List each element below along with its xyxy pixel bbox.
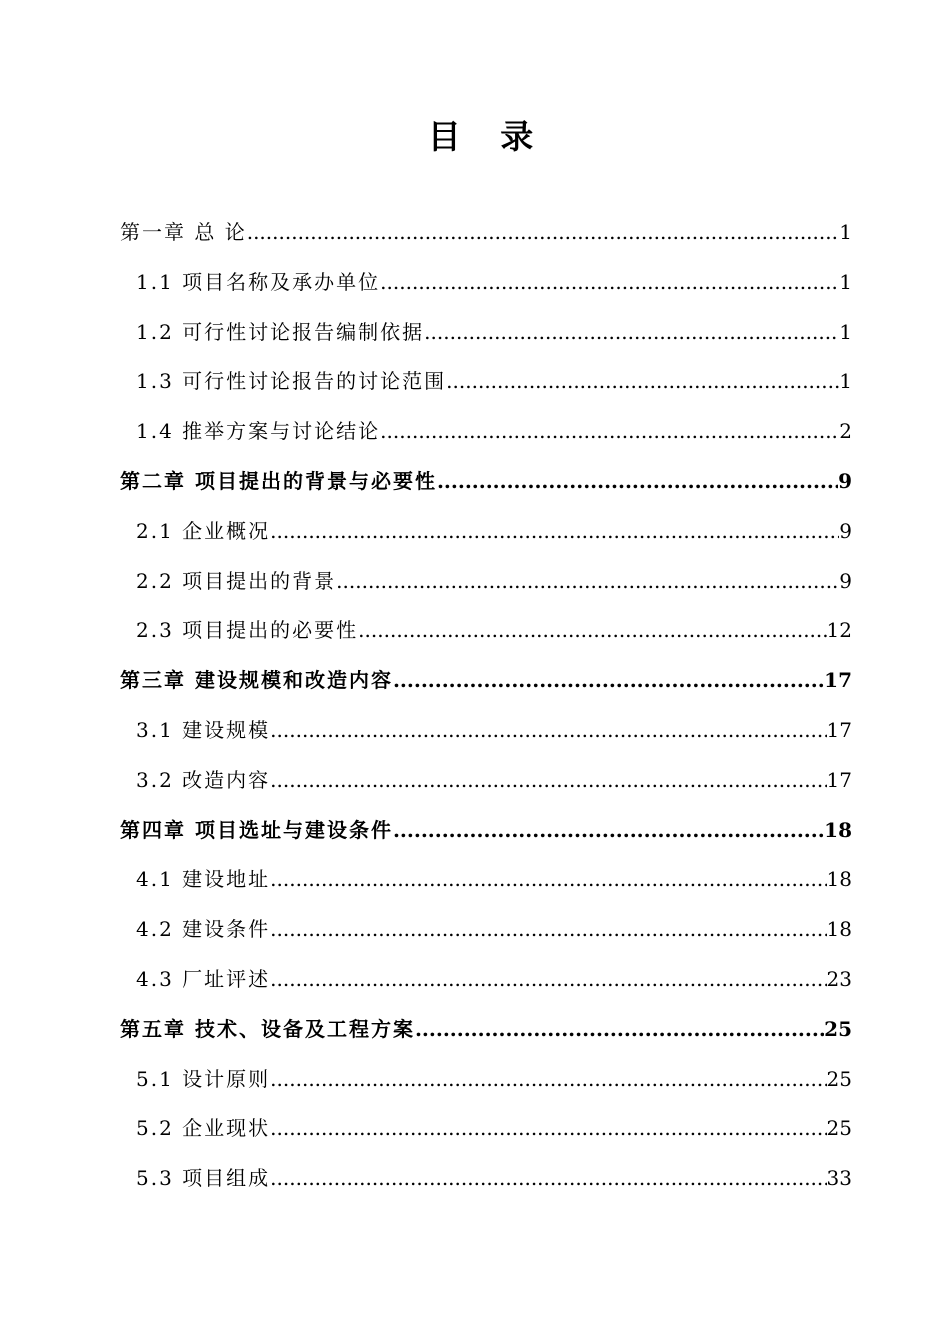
toc-dot-leader [437,461,838,501]
toc-section-entry[interactable] [136,710,852,750]
toc-entry-label: 4.2 建设条件 [136,917,271,941]
toc-page-number: 18 [824,818,852,842]
toc-dot-leader [270,1108,826,1148]
toc-section-entry[interactable] [136,1158,852,1198]
toc-entry-label: 1.3 可行性讨论报告的讨论范围 [136,369,447,393]
toc-entry-label: 5.1 设计原则 [136,1067,271,1091]
toc-page-number: 2 [839,419,852,443]
toc-dot-leader [270,710,826,750]
toc-page-number: 1 [839,369,852,393]
toc-dot-leader [270,511,839,551]
toc-chapter-entry[interactable] [120,660,852,700]
toc-page-number: 25 [826,1116,852,1140]
toc-entry-label: 5.2 企业现状 [136,1116,271,1140]
toc-dot-leader [270,1059,826,1099]
toc-section-entry[interactable] [136,262,852,302]
toc-dot-leader [270,760,826,800]
toc-dot-leader [270,959,826,999]
toc-entry-label: 2.2 项目提出的背景 [136,569,337,593]
toc-entry-label: 1.1 项目名称及承办单位 [136,270,381,294]
toc-section-entry[interactable] [136,610,852,650]
toc-chapter-entry[interactable] [120,810,852,850]
toc-dot-leader [336,561,839,601]
toc-chapter-entry[interactable] [120,1009,852,1049]
toc-page-number: 9 [839,519,852,543]
toc-page-number: 17 [826,768,852,792]
toc-entry-label: 第四章 项目选址与建设条件 [120,818,393,842]
toc-entry-label: 4.3 厂址评述 [136,967,271,991]
toc-page-number: 18 [826,867,852,891]
toc-chapter-entry[interactable] [120,461,852,501]
toc-dot-leader [393,810,824,850]
toc-entry-label: 1.2 可行性讨论报告编制依据 [136,320,425,344]
toc-section-entry[interactable] [136,1059,852,1099]
toc-page-number: 1 [839,320,852,344]
toc-entry-label: 5.3 项目组成 [136,1166,271,1190]
toc-entry-label: 第三章 建设规模和改造内容 [120,668,393,692]
toc-page-number: 25 [826,1067,852,1091]
toc-dot-leader [358,610,826,650]
toc-dot-leader [446,361,839,401]
toc-entry-label: 第五章 技术、设备及工程方案 [120,1017,415,1041]
toc-section-entry[interactable] [136,859,852,899]
toc-page-number: 17 [824,668,852,692]
toc-page-number: 12 [826,618,852,642]
toc-section-entry[interactable] [136,909,852,949]
toc-section-entry[interactable] [136,312,852,352]
toc-section-entry[interactable] [136,411,852,451]
toc-section-entry[interactable] [136,561,852,601]
toc-entry-label: 4.1 建设地址 [136,867,271,891]
toc-dot-leader [380,411,839,451]
toc-section-entry[interactable] [136,1108,852,1148]
toc-page-number: 9 [838,469,852,493]
toc-dot-leader [270,1158,826,1198]
toc-page-number: 25 [824,1017,852,1041]
toc-page-number: 23 [826,967,852,991]
toc-entry-label: 2.1 企业概况 [136,519,271,543]
toc-dot-leader [393,660,824,700]
toc-entry-label: 2.3 项目提出的必要性 [136,618,359,642]
toc-page-number: 17 [826,718,852,742]
toc-page-number: 9 [839,569,852,593]
toc-entry-label: 第一章 总 论 [120,220,247,244]
toc-dot-leader [270,859,826,899]
toc-page-number: 1 [839,270,852,294]
toc-entry-label: 3.2 改造内容 [136,768,271,792]
toc-entry-label: 1.4 推举方案与讨论结论 [136,419,381,443]
toc-dot-leader [380,262,839,302]
toc-page-number: 1 [839,220,852,244]
toc-entry-label: 3.1 建设规模 [136,718,271,742]
toc-dot-leader [270,909,826,949]
toc-dot-leader [415,1009,824,1049]
toc-page-number: 33 [826,1166,852,1190]
toc-section-entry[interactable] [136,959,852,999]
toc-section-entry[interactable] [136,760,852,800]
toc-page-number: 18 [826,917,852,941]
toc-section-entry[interactable] [136,511,852,551]
page-title: 目 录 [427,117,548,156]
toc-section-entry[interactable] [136,361,852,401]
toc-dot-leader [247,212,840,252]
toc-chapter-entry[interactable] [120,212,852,252]
toc-dot-leader [424,312,839,352]
toc-entry-label: 第二章 项目提出的背景与必要性 [120,469,437,493]
